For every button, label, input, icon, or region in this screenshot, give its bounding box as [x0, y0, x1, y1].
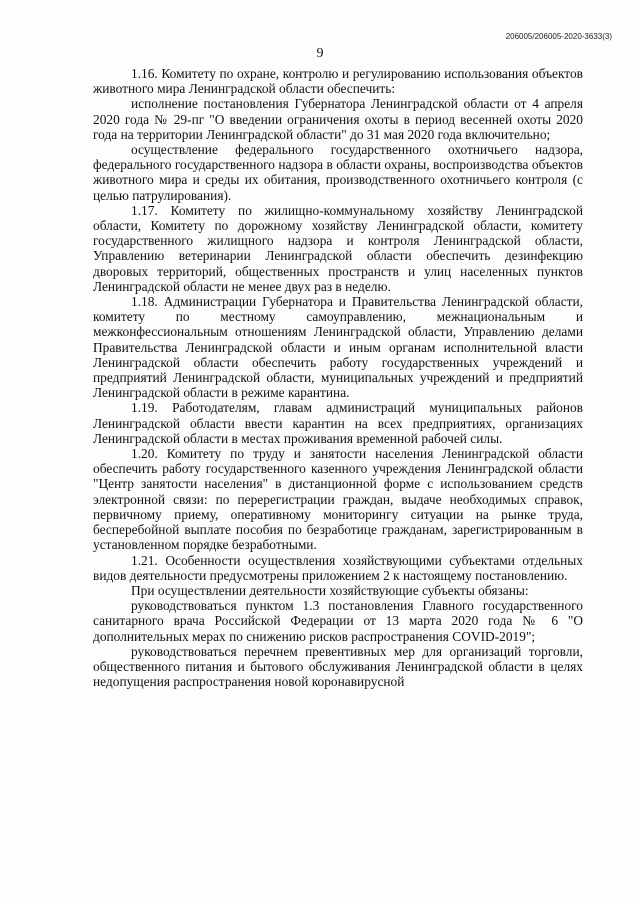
- page-number: 9: [316, 46, 324, 61]
- paragraph-1-18: 1.18. Администрации Губернатора и Правительства Ленинградской области, комитету по местному самоуправлению, межнациональным и межконфессиональным отношениям Ленинградской области, Управлению делами Правительства Ленинградской области и иным органам исполнительной власти Ленинградской области обеспечить работу государственных учреждений и предприятий Ленинградской области, муниципальных учреждений и предприятий Ленинградской области в режиме карантина.: [93, 294, 583, 401]
- paragraph-supervision: осуществление федерального государственного охотничьего надзора, федерального государственного надзора в области охраны, воспроизводства объектов животного мира и среды их обитания, производственного охотничьего контроля (с целью патрулирования).: [93, 142, 583, 203]
- document-body: [93, 66, 583, 689]
- paragraph-obligations: При осуществлении деятельности хозяйствующие субъекты обязаны:: [131, 582, 529, 598]
- paragraph-obligation-2: руководствоваться перечнем превентивных мер для организаций торговли, общественного питания и бытового обслуживания Ленинградской области в целях недопущения распространения новой коронавирусной: [93, 643, 583, 690]
- paragraph-1-16: 1.16. Комитету по охране, контролю и регулированию использования объектов животного мира Ленинградской области обеспечить:: [93, 66, 583, 97]
- document-id: 206005/206005-2020-3633(3): [505, 32, 612, 41]
- paragraph-1-21: 1.21. Особенности осуществления хозяйствующими субъектами отдельных видов деятельности предусмотрены приложением 2 к настоящему постановлению.: [93, 552, 583, 583]
- paragraph-1-17: 1.17. Комитету по жилищно-коммунальному хозяйству Ленинградской области, Комитету по дорожному хозяйству Ленинградской области, комитету государственного жилищного надзора и контроля Ленинградской области, Управлению ветеринарии Ленинградской области обеспечить дезинфекцию дворовых территорий, общественных пространств и улиц населенных пунктов Ленинградской области не менее двух раз в неделю.: [93, 202, 583, 294]
- paragraph-1-19: 1.19. Работодателям, главам администраций муниципальных районов Ленинградской области ввести карантин на всех предприятиях, организациях Ленинградской области в местах проживания временной рабочей силы.: [93, 400, 583, 446]
- paragraph-1-20: 1.20. Комитету по труду и занятости населения Ленинградской области обеспечить работу государственного казенного учреждения Ленинградской области "Центр занятости населения" в дистанционной форме с использованием средств электронной связи: по перерегистрации граждан, выдаче необходимых справок, первичному приему, оперативному мониторингу ситуации на рынке труда, бесперебойной выплате пособия по безработице гражданам, зарегистрированным в установленном порядке безработными.: [93, 446, 583, 553]
- paragraph-hunting-ban: исполнение постановления Губернатора Ленинградской области от 4 апреля 2020 года № 29-пг "О введении ограничения охоты в период весенней охоты 2020 года на территории Ленинградской области" до 31 мая 2020 года включительно;: [93, 96, 583, 142]
- paragraph-obligation-1: руководствоваться пунктом 1.3 постановления Главного государственного санитарного врача Российской Федерации от 13 марта 2020 года № 6 "О дополнительных мерах по снижению рисков распространения COVID-2019";: [93, 598, 583, 644]
